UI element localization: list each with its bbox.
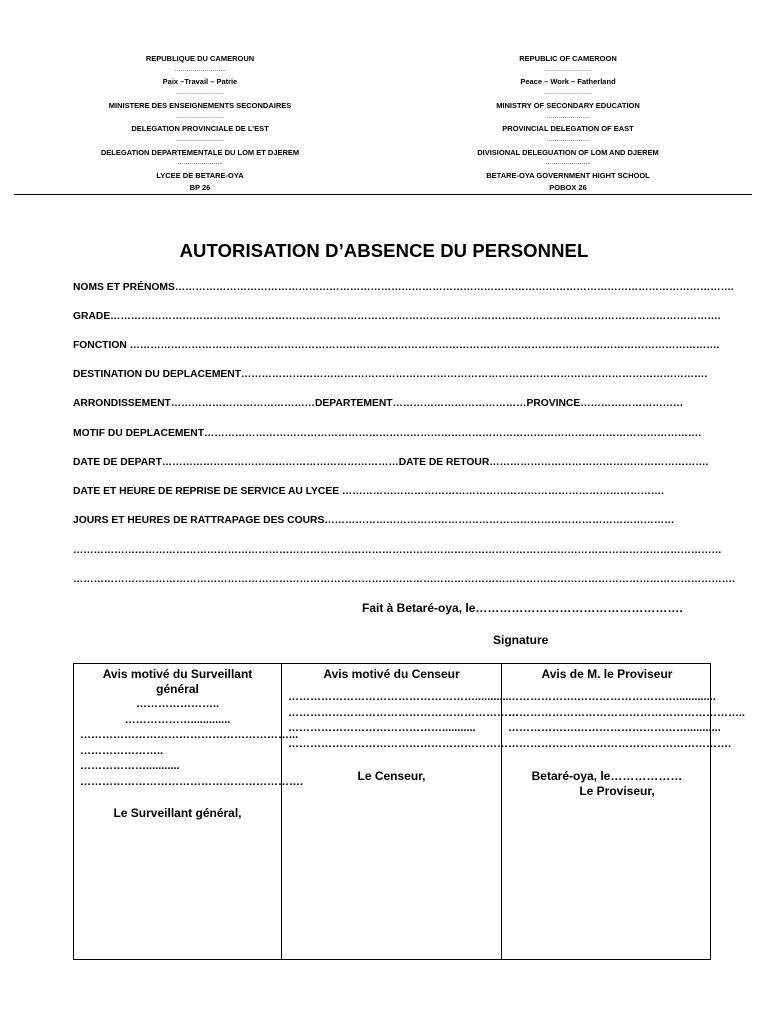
fait-a-line: Fait à Betaré-oya, le……………………………………………. bbox=[362, 601, 683, 615]
proviseur-dotted-line[interactable]: ……………….…………………………........... bbox=[508, 722, 721, 734]
field-rattrapage[interactable]: JOURS ET HEURES DE RATTRAPAGE DES COURS………………………………………………………………………………………… bbox=[73, 515, 675, 526]
signature-label: Signature bbox=[493, 633, 549, 647]
header-left-po-box: BP 26 bbox=[189, 182, 211, 192]
field-arrondissement-departement-province[interactable]: ARRONDISSEMENT……………………………………DEPARTEMENT…………………………………PROVINCE………………………… bbox=[73, 398, 684, 409]
header-right-po-box: POBOX 26 bbox=[549, 182, 587, 192]
header-left-separator: ………………….. bbox=[177, 160, 223, 167]
header-right-separator: ………………….. bbox=[545, 160, 591, 167]
surveillant-heading bbox=[74, 664, 281, 697]
header-left-separator: …………………… bbox=[176, 90, 224, 97]
surveillant-dotted-line[interactable]: ………………............. bbox=[124, 713, 231, 726]
surveillant-signature-label: Le Surveillant général, bbox=[113, 806, 242, 820]
proviseur-heading: Avis de M. le Proviseur bbox=[541, 667, 673, 681]
proviseur-dotted-line[interactable]: ……………….………………………............. bbox=[508, 691, 716, 703]
censeur-dotted-line[interactable]: ……………………………………………........... bbox=[288, 691, 509, 703]
field-blank-line[interactable]: ……………………………………………………………………………………………………………………………………………………………………… bbox=[73, 545, 722, 556]
header-left-separator: …………………….. bbox=[174, 66, 226, 73]
surveillant-heading-line: Avis motivé du Surveillant bbox=[102, 667, 253, 681]
censeur-signature-label: Le Censeur, bbox=[357, 769, 426, 783]
header-left-separator: …………………… bbox=[176, 113, 224, 120]
surveillant-dotted-line[interactable]: ……………………………………………………. bbox=[80, 775, 304, 788]
censeur-dotted-line[interactable]: …………………………………………………… bbox=[288, 737, 508, 750]
header-divider bbox=[14, 194, 752, 195]
header-right-school: BETARE-OYA GOVERNMENT HIGHT SCHOOL bbox=[486, 171, 650, 181]
proviseur-dotted-line[interactable]: ……………………………………………………….. bbox=[508, 706, 746, 719]
surveillant-dotted-line[interactable]: ………………….. bbox=[135, 698, 220, 710]
header-left-divisional-delegation: DELEGATION DEPARTEMENTALE DU LOM ET DJEREM bbox=[100, 147, 300, 157]
field-noms-prenoms[interactable]: NOMS ET PRÉNOMS………………………………………………………………………………………………………………………………………………. bbox=[73, 282, 734, 293]
header-right-motto: Peace – Work – Fatherland bbox=[520, 77, 616, 87]
header-left-provincial-delegation: DELEGATION PROVINCIALE DE L’EST bbox=[131, 124, 269, 134]
surveillant-heading-line: général bbox=[156, 682, 199, 696]
header-right-separator: …………………. bbox=[546, 113, 590, 120]
proviseur-dotted-line[interactable]: ……………………………………………………. bbox=[508, 737, 732, 750]
header-right-separator: …………………… bbox=[544, 90, 592, 97]
proviseur-date-line[interactable]: Betaré-oya, le……………… bbox=[531, 769, 683, 783]
header-left bbox=[50, 53, 350, 193]
header-left-ministry: MINISTERE DES ENSEIGNEMENTS SECONDAIRES bbox=[108, 100, 292, 110]
header-right bbox=[418, 53, 718, 193]
document-title: AUTORISATION D’ABSENCE DU PERSONNEL bbox=[179, 240, 589, 261]
field-destination[interactable]: DESTINATION DU DEPLACEMENT………………………………………………………………………………………………………………………. bbox=[73, 369, 708, 380]
censeur-dotted-line[interactable]: ……………………………………………………… bbox=[288, 706, 519, 719]
censeur-column bbox=[282, 664, 519, 959]
header-left-separator: …………………… bbox=[176, 136, 224, 143]
approval-table bbox=[73, 663, 746, 960]
header-right-separator: …………………… bbox=[544, 66, 592, 73]
surveillant-dotted-line[interactable]: …………………………………………………... bbox=[80, 729, 299, 741]
header-right-provincial-delegation: PROVINCIAL DELEGATION OF EAST bbox=[502, 124, 634, 134]
surveillant-column bbox=[74, 664, 304, 959]
header-left-motto: Paix –Travail – Patrie bbox=[162, 77, 238, 87]
censeur-dotted-line[interactable]: ……………………………………........... bbox=[288, 722, 476, 734]
header-right-ministry: MINISTRY OF SECONDARY EDUCATION bbox=[496, 100, 640, 110]
header-right-country: REPUBLIC OF CAMEROON bbox=[519, 54, 617, 63]
field-dates-depart-retour[interactable]: DATE DE DEPART……………………………………………………………DATE DE RETOUR………………………………………………………. bbox=[73, 457, 709, 468]
proviseur-signature-label: Le Proviseur, bbox=[579, 784, 655, 798]
header-left-school: LYCEE DE BETARE-OYA bbox=[156, 171, 244, 181]
header-left-country: REPUBLIQUE DU CAMEROUN bbox=[145, 54, 255, 63]
field-reprise-service[interactable]: DATE ET HEURE DE REPRISE DE SERVICE AU LYCEE …………………………………………………………………………………. bbox=[73, 486, 664, 497]
surveillant-dotted-line[interactable]: ………………….. bbox=[80, 744, 164, 757]
header-right-divisional-delegation: DIVISIONAL DELEGUATION OF LOM AND DJEREM bbox=[477, 147, 659, 157]
field-blank-line[interactable]: …………………………………………………………………………………………………………………………………………………………………………. bbox=[73, 574, 735, 585]
field-fonction[interactable]: FONCTION ………………………………………………………………………………………………………………………………………………………. bbox=[73, 340, 720, 351]
proviseur-column bbox=[502, 664, 746, 959]
field-grade[interactable]: GRADE……………………………………………………………………………………………………………………………………………………………. bbox=[73, 311, 721, 322]
censeur-heading: Avis motivé du Censeur bbox=[323, 667, 460, 681]
header-right-separator: …………………. bbox=[546, 136, 590, 143]
field-motif[interactable]: MOTIF DU DEPLACEMENT………………………………………………………………………………………………………………………………. bbox=[73, 428, 702, 439]
surveillant-dotted-line[interactable]: ………………........... bbox=[80, 760, 180, 772]
